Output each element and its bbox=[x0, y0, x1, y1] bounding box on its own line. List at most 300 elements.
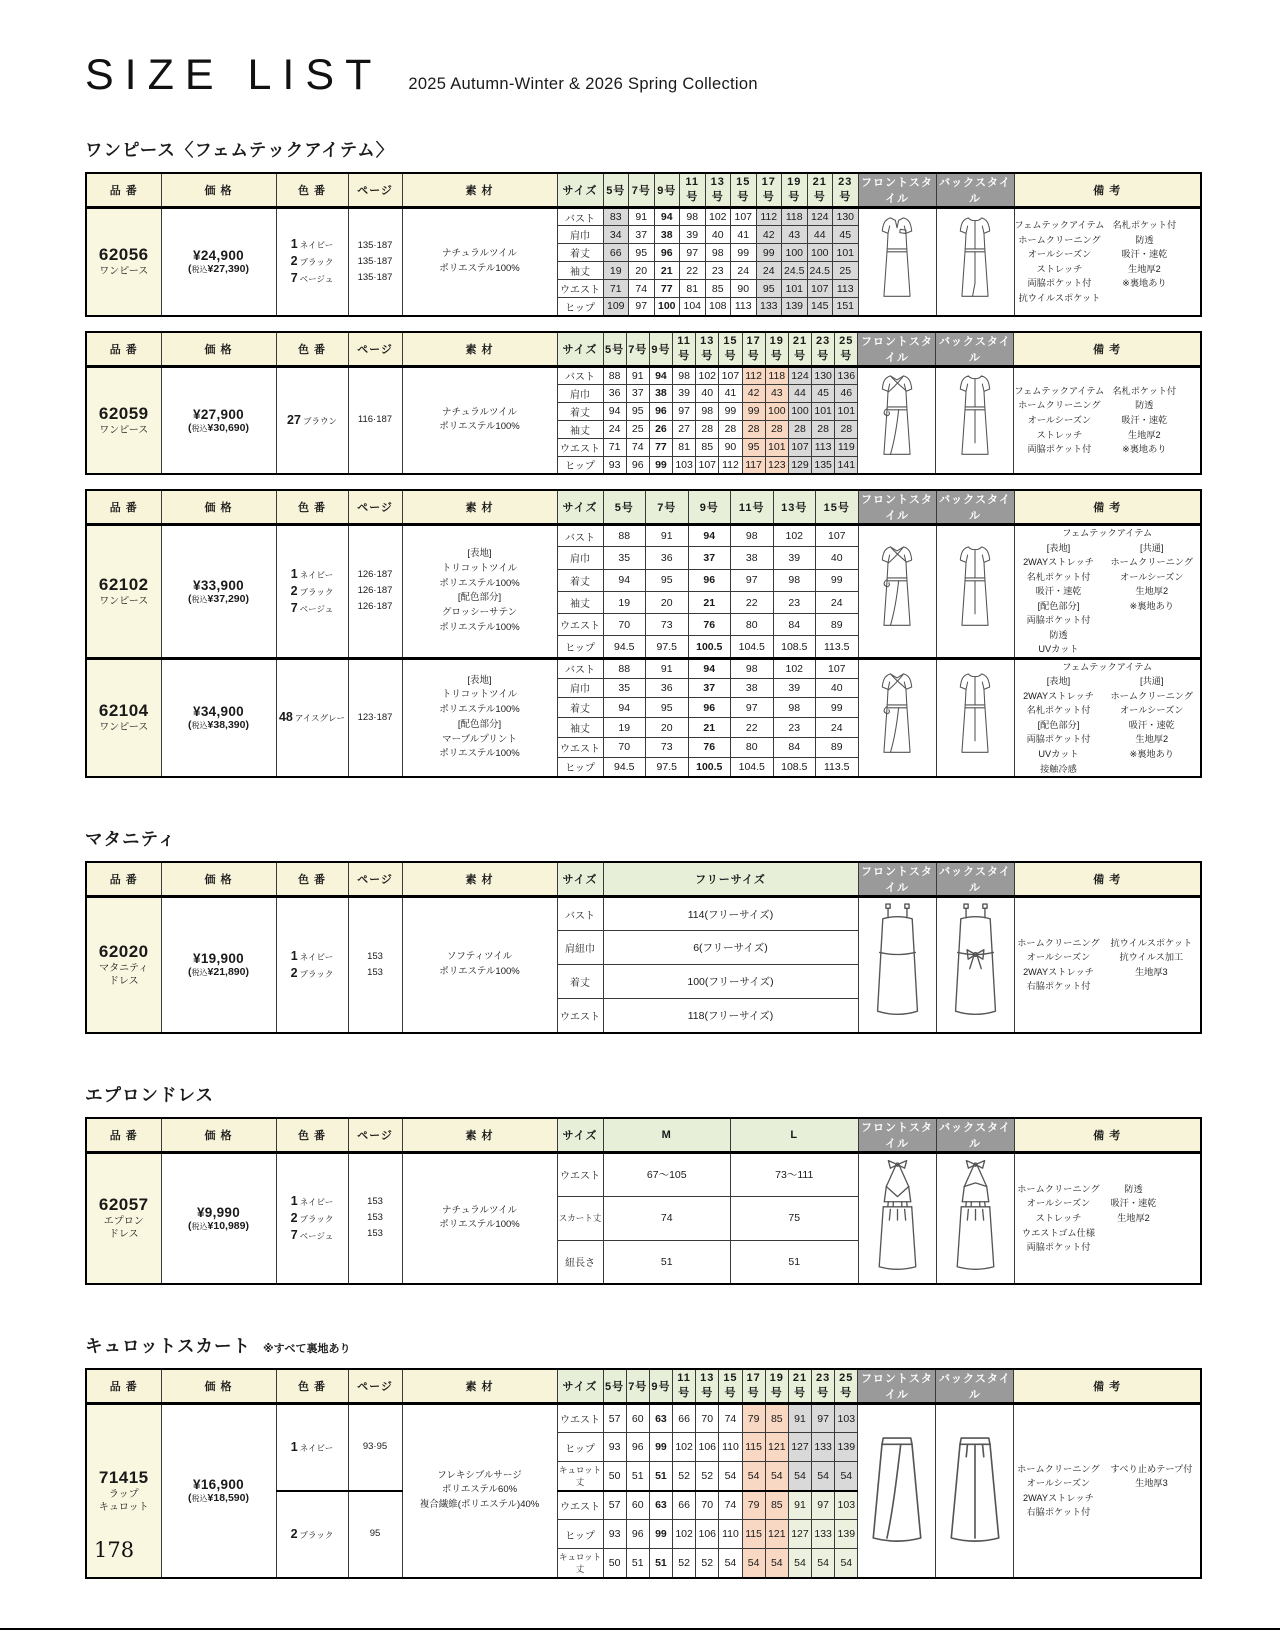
measure-value: 41 bbox=[731, 226, 757, 244]
measure-value: 91 bbox=[646, 658, 689, 678]
measure-value: 85 bbox=[696, 438, 719, 456]
measure-value: 98 bbox=[696, 402, 719, 420]
front-style-cell bbox=[858, 897, 936, 1033]
size-header: 25号 bbox=[835, 1369, 858, 1404]
measure-value: 133 bbox=[812, 1520, 835, 1549]
measure-value: 23 bbox=[773, 718, 816, 738]
column-header-item: 品 番 bbox=[86, 490, 161, 525]
size-table-62059 bbox=[85, 331, 1202, 476]
measure-value: 113 bbox=[731, 298, 757, 316]
measure-value: 54 bbox=[812, 1462, 835, 1491]
measure-value: 43 bbox=[765, 384, 788, 402]
measure-label: 袖丈 bbox=[557, 262, 603, 280]
measure-value: 24 bbox=[756, 262, 782, 280]
material-cell: フレキシブルサージ ポリエステル60% 複合繊維(ポリエステル)40% bbox=[402, 1404, 557, 1578]
item-type: ワンピース bbox=[99, 424, 149, 436]
column-header-size: サイズ bbox=[557, 490, 603, 525]
back-style-cell bbox=[936, 208, 1014, 316]
measure-value: 76 bbox=[688, 614, 731, 636]
column-header-back-style: バックスタイル bbox=[936, 862, 1014, 897]
measure-value: 102 bbox=[773, 525, 816, 547]
remarks-col1: [表地] 2WAYストレッチ 名札ポケット付 [配色部分] 両脇ポケット付 UVカット 接触冷感 bbox=[1023, 676, 1094, 774]
price-cell bbox=[161, 897, 276, 1033]
measure-value: 94 bbox=[603, 698, 646, 718]
measure-value: 28 bbox=[719, 420, 742, 438]
page-ref-cell: 95 bbox=[348, 1491, 402, 1578]
size-header: 11号 bbox=[731, 490, 774, 525]
measure-value: 40 bbox=[816, 547, 859, 569]
measure-value: 19 bbox=[603, 591, 646, 613]
price-main: ¥19,900 bbox=[193, 951, 244, 967]
measure-value: 94 bbox=[649, 366, 672, 384]
measure-value: 20 bbox=[646, 591, 689, 613]
measure-value: 99 bbox=[649, 1520, 672, 1549]
measure-value: 106 bbox=[696, 1520, 719, 1549]
size-header: 7号 bbox=[626, 1369, 649, 1404]
column-header-back-style: バックスタイル bbox=[936, 1118, 1014, 1153]
measure-value: 91 bbox=[629, 208, 655, 226]
measure-value: 113 bbox=[833, 280, 859, 298]
measure-value: 115 bbox=[742, 1520, 765, 1549]
size-header: 23号 bbox=[812, 332, 835, 367]
material-cell: ナチュラルツイル ポリエステル100% bbox=[402, 1152, 557, 1284]
size-table-62102 bbox=[85, 489, 1202, 778]
remarks-col1: フェムテックアイテム ホームクリーニング オールシーズン ストレッチ 両脇ポケット付 抗ウイルスポケット bbox=[1014, 220, 1105, 303]
measure-value: 98 bbox=[731, 525, 774, 547]
column-header-color: 色 番 bbox=[276, 490, 348, 525]
remarks-col2: 名札ポケット付 防透 吸汗・速乾 生地厚2 ※裏地あり bbox=[1112, 220, 1177, 289]
measure-label: キュロット丈 bbox=[557, 1549, 603, 1578]
measure-value: 19 bbox=[603, 718, 646, 738]
column-header-back-style: バックスタイル bbox=[936, 173, 1014, 208]
measure-value: 112 bbox=[756, 208, 782, 226]
measure-value: 104.5 bbox=[731, 757, 774, 777]
page-header bbox=[85, 51, 1115, 99]
remarks-cell bbox=[1014, 525, 1201, 659]
color-cell: 27 ブラウン bbox=[276, 366, 348, 474]
column-header-remarks: 備 考 bbox=[1014, 332, 1201, 367]
measure-value: 36 bbox=[603, 384, 626, 402]
section-3 bbox=[85, 1333, 1193, 1579]
measure-value: 50 bbox=[603, 1462, 626, 1491]
measure-label: ウエスト bbox=[557, 1491, 603, 1520]
measure-label: 肩巾 bbox=[557, 226, 603, 244]
measure-value: 41 bbox=[719, 384, 742, 402]
measure-value: 99 bbox=[649, 456, 672, 474]
skirt-back-illustration bbox=[940, 1428, 1010, 1553]
measure-value: 124 bbox=[807, 208, 833, 226]
measure-value: 115 bbox=[742, 1433, 765, 1462]
column-header-remarks: 備 考 bbox=[1014, 173, 1201, 208]
measure-value: 74 bbox=[629, 280, 655, 298]
price-main: ¥9,990 bbox=[196, 1204, 241, 1220]
measure-value: 139 bbox=[835, 1433, 858, 1462]
measure-value: 102 bbox=[673, 1433, 696, 1462]
measure-value: 93 bbox=[603, 1433, 626, 1462]
price-tax: (税込¥30,690) bbox=[188, 421, 249, 434]
measure-value: 107 bbox=[816, 658, 859, 678]
measure-value: 96 bbox=[688, 698, 731, 718]
measure-value: 96 bbox=[688, 569, 731, 591]
front-style-cell bbox=[858, 1152, 936, 1284]
color-cell: 1 ネイビー 2 ブラック 7 ベージュ bbox=[276, 208, 348, 316]
measure-value: 39 bbox=[773, 547, 816, 569]
price-main: ¥16,900 bbox=[193, 1477, 244, 1493]
page-ref-cell: 153 153 bbox=[348, 897, 402, 1033]
measure-value: 21 bbox=[688, 591, 731, 613]
halter-back-illustration bbox=[947, 1157, 1004, 1279]
price-tax: (税込¥21,890) bbox=[188, 966, 249, 979]
measure-value: 139 bbox=[782, 298, 808, 316]
measure-label: バスト bbox=[557, 658, 603, 678]
measure-value: 83 bbox=[603, 208, 629, 226]
material-cell: ナチュラルツイル ポリエステル100% bbox=[402, 366, 557, 474]
measure-value: 127 bbox=[788, 1433, 811, 1462]
measure-value: 102 bbox=[673, 1520, 696, 1549]
remarks-cell bbox=[1014, 1152, 1201, 1284]
column-header-color: 色 番 bbox=[276, 1369, 348, 1404]
measure-value: 100 bbox=[807, 244, 833, 262]
measure-value: 51 bbox=[626, 1462, 649, 1491]
measure-value: 44 bbox=[807, 226, 833, 244]
remarks-header: フェムテックアイテム bbox=[1062, 528, 1153, 538]
measure-value: 106 bbox=[696, 1433, 719, 1462]
wrap-back-illustration bbox=[952, 669, 998, 767]
color-cell: 48 アイスグレー bbox=[276, 658, 348, 777]
measure-label: ウエスト bbox=[557, 438, 603, 456]
measure-value: 43 bbox=[782, 226, 808, 244]
item-type: ラップ bbox=[108, 1488, 139, 1500]
measure-value: 113 bbox=[812, 438, 835, 456]
measure-value: 6(フリーサイズ) bbox=[603, 931, 858, 965]
wrap-front-illustration bbox=[874, 542, 920, 640]
page-ref-cell: 135·187 135·187 135·187 bbox=[348, 208, 402, 316]
size-header: 5号 bbox=[603, 490, 646, 525]
size-table-62057 bbox=[85, 1117, 1202, 1286]
price-cell bbox=[161, 658, 276, 777]
measure-label: 袖丈 bbox=[557, 420, 603, 438]
column-header-front-style: フロントスタイル bbox=[858, 490, 936, 525]
measure-value: 93 bbox=[603, 1520, 626, 1549]
measure-value: 50 bbox=[603, 1549, 626, 1578]
measure-value: 54 bbox=[719, 1462, 742, 1491]
size-header: 21号 bbox=[788, 1369, 811, 1404]
measure-value: 84 bbox=[773, 614, 816, 636]
size-header: 21号 bbox=[788, 332, 811, 367]
measure-value: 28 bbox=[835, 420, 858, 438]
table-header-row bbox=[86, 1369, 1201, 1404]
price-cell bbox=[161, 366, 276, 474]
measure-value: 37 bbox=[688, 547, 731, 569]
size-header: 23号 bbox=[812, 1369, 835, 1404]
measure-value: 37 bbox=[629, 226, 655, 244]
measure-label: バスト bbox=[557, 208, 603, 226]
measure-value: 99 bbox=[742, 402, 765, 420]
measure-label: ウエスト bbox=[557, 614, 603, 636]
measure-value: 73 bbox=[646, 614, 689, 636]
measure-label: 肩紐巾 bbox=[557, 931, 603, 965]
column-header-price: 価 格 bbox=[161, 332, 276, 367]
measure-value: 90 bbox=[731, 280, 757, 298]
measure-value: 88 bbox=[603, 525, 646, 547]
size-header: 21号 bbox=[807, 173, 833, 208]
measure-value: 96 bbox=[626, 456, 649, 474]
remarks-col2: [共通] ホームクリーニング オールシーズン 生地厚2 ※裏地あり bbox=[1110, 542, 1194, 611]
measure-value: 73〜111 bbox=[731, 1152, 859, 1196]
measure-value: 23 bbox=[773, 591, 816, 613]
measure-value: 100(フリーサイズ) bbox=[603, 965, 858, 999]
measure-value: 135 bbox=[812, 456, 835, 474]
column-header-price: 価 格 bbox=[161, 173, 276, 208]
measure-value: 74 bbox=[719, 1491, 742, 1520]
page-subtitle: 2025 Autumn-Winter & 2026 Spring Collection bbox=[408, 75, 758, 93]
column-header-page: ページ bbox=[348, 1369, 402, 1404]
size-header: 13号 bbox=[773, 490, 816, 525]
table-header-row bbox=[86, 332, 1201, 367]
column-header-front-style: フロントスタイル bbox=[858, 862, 936, 897]
column-header-price: 価 格 bbox=[161, 862, 276, 897]
measure-value: 100.5 bbox=[688, 757, 731, 777]
material-cell: [表地] トリコットツイル ポリエステル100% [配色部分] マーブルプリント ポリエステル100% bbox=[402, 658, 557, 777]
measure-value: 94 bbox=[688, 658, 731, 678]
measure-value: 94.5 bbox=[603, 757, 646, 777]
column-header-material: 素 材 bbox=[402, 332, 557, 367]
remarks-cell bbox=[1014, 208, 1201, 316]
measure-value: 101 bbox=[782, 280, 808, 298]
column-header-price: 価 格 bbox=[161, 1118, 276, 1153]
remarks-col2: すべり止めテープ付 生地厚3 bbox=[1110, 1463, 1193, 1489]
measure-value: 22 bbox=[680, 262, 706, 280]
back-style-cell bbox=[936, 1404, 1014, 1578]
item-code: 62057 bbox=[98, 1195, 149, 1215]
measure-value: 45 bbox=[833, 226, 859, 244]
size-header: 13号 bbox=[696, 332, 719, 367]
measure-value: 97 bbox=[731, 569, 774, 591]
measure-value: 127 bbox=[788, 1520, 811, 1549]
column-header-price: 価 格 bbox=[161, 1369, 276, 1404]
measure-value: 25 bbox=[626, 420, 649, 438]
measure-value: 39 bbox=[773, 678, 816, 698]
measure-value: 54 bbox=[788, 1462, 811, 1491]
size-header: 15号 bbox=[816, 490, 859, 525]
measure-value: 91 bbox=[788, 1404, 811, 1433]
measure-value: 54 bbox=[835, 1549, 858, 1578]
price-cell bbox=[161, 525, 276, 659]
column-header-size: サイズ bbox=[557, 173, 603, 208]
measure-value: 91 bbox=[626, 366, 649, 384]
measure-value: 57 bbox=[603, 1404, 626, 1433]
size-header: 13号 bbox=[705, 173, 731, 208]
price-cell bbox=[161, 1404, 276, 1578]
measure-value: 98 bbox=[673, 366, 696, 384]
measure-row bbox=[86, 897, 1201, 931]
measure-value: 34 bbox=[603, 226, 629, 244]
color-cell: 2 ブラック bbox=[276, 1491, 348, 1578]
dress-front-illustration bbox=[874, 213, 920, 311]
price-tax: (税込¥27,390) bbox=[188, 263, 249, 276]
measure-value: 139 bbox=[835, 1520, 858, 1549]
table-header-row bbox=[86, 490, 1201, 525]
wrap-back-illustration bbox=[952, 371, 998, 469]
item-cell bbox=[86, 897, 161, 1033]
item-type: キュロット bbox=[98, 1501, 149, 1513]
color-cell: 1 ネイビー 2 ブラック 7 ベージュ bbox=[276, 525, 348, 659]
measure-value: 118 bbox=[782, 208, 808, 226]
color-cell: 1 ネイビー 2 ブラック 7 ベージュ bbox=[276, 1152, 348, 1284]
measure-value: 28 bbox=[765, 420, 788, 438]
measure-value: 52 bbox=[673, 1549, 696, 1578]
measure-value: 40 bbox=[705, 226, 731, 244]
measure-value: 107 bbox=[731, 208, 757, 226]
measure-value: 102 bbox=[705, 208, 731, 226]
item-type: マタニティ bbox=[99, 962, 149, 974]
column-header-remarks: 備 考 bbox=[1014, 862, 1201, 897]
measure-label: 着丈 bbox=[557, 244, 603, 262]
measure-value: 101 bbox=[833, 244, 859, 262]
measure-value: 70 bbox=[696, 1404, 719, 1433]
measure-value: 40 bbox=[696, 384, 719, 402]
price-cell bbox=[161, 1152, 276, 1284]
measure-value: 74 bbox=[626, 438, 649, 456]
measure-row bbox=[86, 658, 1201, 678]
measure-value: 79 bbox=[742, 1491, 765, 1520]
measure-value: 113.5 bbox=[816, 757, 859, 777]
measure-value: 133 bbox=[812, 1433, 835, 1462]
measure-value: 88 bbox=[603, 366, 626, 384]
size-header: 9号 bbox=[654, 173, 680, 208]
size-header: 17号 bbox=[742, 332, 765, 367]
item-cell bbox=[86, 525, 161, 659]
column-header-page: ページ bbox=[348, 173, 402, 208]
measure-value: 94.5 bbox=[603, 636, 646, 658]
column-header-size: サイズ bbox=[557, 1369, 603, 1404]
measure-value: 110 bbox=[719, 1520, 742, 1549]
front-style-cell bbox=[858, 1404, 936, 1578]
measure-value: 94 bbox=[654, 208, 680, 226]
measure-value: 23 bbox=[705, 262, 731, 280]
size-table-62020 bbox=[85, 861, 1202, 1034]
column-header-remarks: 備 考 bbox=[1014, 1118, 1201, 1153]
sections-container bbox=[85, 137, 1194, 1579]
measure-value: 103 bbox=[835, 1491, 858, 1520]
back-style-cell bbox=[936, 525, 1014, 659]
measure-value: 98 bbox=[705, 244, 731, 262]
measure-value: 95 bbox=[742, 438, 765, 456]
measure-label: スカート丈 bbox=[557, 1196, 603, 1240]
measure-value: 101 bbox=[812, 402, 835, 420]
measure-value: 97.5 bbox=[646, 757, 689, 777]
measure-value: 71 bbox=[603, 438, 626, 456]
item-cell bbox=[86, 366, 161, 474]
measure-value: 85 bbox=[765, 1404, 788, 1433]
measure-value: 101 bbox=[835, 402, 858, 420]
measure-label: ウエスト bbox=[557, 999, 603, 1033]
measure-value: 76 bbox=[688, 737, 731, 757]
measure-value: 24 bbox=[603, 420, 626, 438]
size-header: 15号 bbox=[731, 173, 757, 208]
measure-value: 67〜105 bbox=[603, 1152, 731, 1196]
remarks-col2: [共通] ホームクリーニング オールシーズン 吸汗・速乾 生地厚2 ※裏地あり bbox=[1110, 676, 1194, 759]
section-heading bbox=[85, 1082, 1115, 1107]
size-header: 15号 bbox=[719, 332, 742, 367]
size-header: 7号 bbox=[626, 332, 649, 367]
measure-value: 51 bbox=[603, 1240, 731, 1284]
measure-value: 28 bbox=[812, 420, 835, 438]
measure-value: 70 bbox=[603, 614, 646, 636]
measure-value: 107 bbox=[807, 280, 833, 298]
measure-value: 109 bbox=[603, 298, 629, 316]
column-header-page: ページ bbox=[348, 332, 402, 367]
skirt-front-illustration bbox=[862, 1428, 932, 1553]
measure-value: 54 bbox=[788, 1549, 811, 1578]
column-header-remarks: 備 考 bbox=[1014, 1369, 1201, 1404]
measure-value: 100 bbox=[782, 244, 808, 262]
color-cell: 1 ネイビー 2 ブラック bbox=[276, 897, 348, 1033]
size-header: 25号 bbox=[835, 332, 858, 367]
back-style-cell bbox=[936, 366, 1014, 474]
measure-value: 100.5 bbox=[688, 636, 731, 658]
measure-value: 124 bbox=[788, 366, 811, 384]
measure-label: 紐長さ bbox=[557, 1240, 603, 1284]
measure-label: 着丈 bbox=[557, 965, 603, 999]
wrap-front-illustration bbox=[874, 371, 920, 469]
measure-label: バスト bbox=[557, 525, 603, 547]
measure-label: 肩巾 bbox=[557, 384, 603, 402]
measure-value: 54 bbox=[765, 1549, 788, 1578]
measure-value: 133 bbox=[756, 298, 782, 316]
column-header-size: サイズ bbox=[557, 332, 603, 367]
column-header-back-style: バックスタイル bbox=[936, 332, 1014, 367]
measure-value: 38 bbox=[649, 384, 672, 402]
size-header: 13号 bbox=[696, 1369, 719, 1404]
measure-row bbox=[86, 525, 1201, 547]
measure-label: 袖丈 bbox=[557, 718, 603, 738]
bottom-rule bbox=[0, 1628, 1280, 1630]
column-header-color: 色 番 bbox=[276, 332, 348, 367]
size-header: 19号 bbox=[765, 332, 788, 367]
back-style-cell bbox=[936, 897, 1014, 1033]
measure-value: 81 bbox=[680, 280, 706, 298]
remarks-col1: ホームクリーニング オールシーズン 2WAYストレッチ 右脇ポケット付 bbox=[1017, 937, 1100, 992]
size-header: 17号 bbox=[756, 173, 782, 208]
wrap-back-illustration bbox=[952, 542, 998, 640]
measure-value: 100 bbox=[788, 402, 811, 420]
measure-value: 108 bbox=[705, 298, 731, 316]
column-header-color: 色 番 bbox=[276, 173, 348, 208]
price-cell bbox=[161, 208, 276, 316]
measure-value: 38 bbox=[731, 678, 774, 698]
measure-value: 21 bbox=[688, 718, 731, 738]
column-header-material: 素 材 bbox=[402, 173, 557, 208]
measure-value: 44 bbox=[788, 384, 811, 402]
material-cell: ソフティツイル ポリエステル100% bbox=[402, 897, 557, 1033]
price-tax: (税込¥10,989) bbox=[188, 1219, 249, 1232]
column-header-page: ページ bbox=[348, 1118, 402, 1153]
section-heading bbox=[85, 1333, 1115, 1358]
measure-value: 37 bbox=[688, 678, 731, 698]
measure-label: ヒップ bbox=[557, 757, 603, 777]
section-1 bbox=[85, 826, 1193, 1034]
measure-value: 94 bbox=[688, 525, 731, 547]
measure-value: 77 bbox=[649, 438, 672, 456]
remarks-col2: 名札ポケット付 防透 吸汗・速乾 生地厚2 ※裏地あり bbox=[1112, 385, 1177, 455]
item-type: ワンピース bbox=[99, 722, 149, 734]
measure-value: 28 bbox=[788, 420, 811, 438]
price-main: ¥33,900 bbox=[193, 577, 244, 593]
item-code: 62104 bbox=[98, 701, 149, 721]
size-header: 19号 bbox=[782, 173, 808, 208]
measure-label: ウエスト bbox=[557, 1152, 603, 1196]
